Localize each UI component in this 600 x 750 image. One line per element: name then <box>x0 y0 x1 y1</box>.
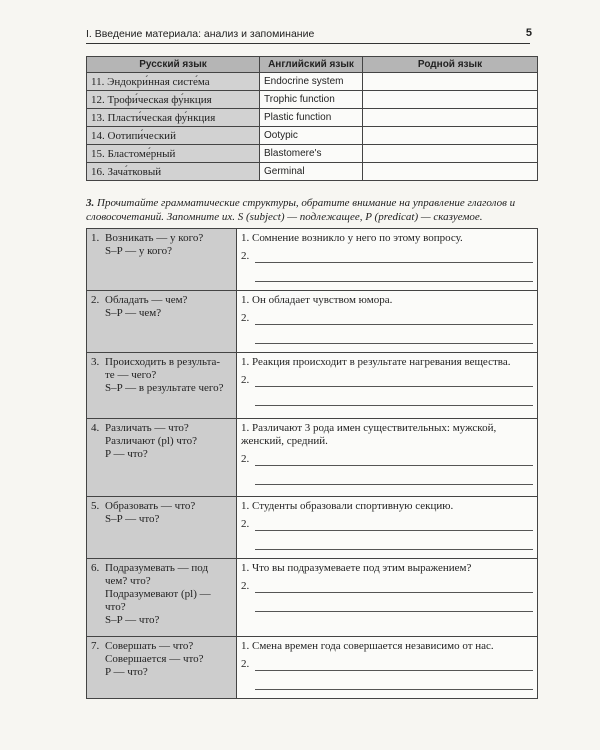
exercise-row <box>87 559 538 637</box>
term-native-blank[interactable] <box>363 91 538 109</box>
example-cell <box>237 637 538 699</box>
structure-line: Совершать — что? <box>105 640 194 652</box>
structure-line: те — чего? <box>105 369 157 381</box>
term-native-blank[interactable] <box>363 109 538 127</box>
exercise-row <box>87 229 538 291</box>
exercise-instruction-text: Прочитайте грамматические структуры, обратите внимание на управление глаголов и словосочетаний. Запомните их. S (subject) — подлежащее, P (predicat) — сказуемое. <box>86 197 516 223</box>
running-header-title: I. Введение материала: анализ и запоминание <box>86 28 315 40</box>
column-header-native: Родной язык <box>363 57 538 73</box>
structure-line: Совершается — что? <box>105 653 204 665</box>
term-english: Endocrine system <box>260 73 363 91</box>
term-russian: 11. Эндокри́нная систе́ма <box>87 73 260 91</box>
structure-number: 6. <box>91 562 100 574</box>
structure-number: 5. <box>91 500 100 512</box>
structure-line: Образовать — что? <box>105 500 196 512</box>
write-in-line[interactable] <box>255 377 533 387</box>
exercise-instruction <box>86 196 538 224</box>
structure-line: Обладать — чем? <box>105 294 188 306</box>
term-native-blank[interactable] <box>363 145 538 163</box>
vocabulary-row <box>87 91 538 109</box>
vocabulary-row <box>87 109 538 127</box>
example-sentence: 1. Что вы подразумеваете под этим выражением? <box>241 562 472 574</box>
write-in-line[interactable] <box>255 329 533 344</box>
vocabulary-row <box>87 145 538 163</box>
structure-line: S–P — чем? <box>105 307 162 319</box>
structure-line: P — что? <box>105 666 148 678</box>
vocabulary-table <box>86 56 538 181</box>
term-english: Germinal <box>260 163 363 181</box>
write-in-line[interactable] <box>255 391 533 406</box>
grammar-exercise-table <box>86 228 538 699</box>
structure-cell <box>87 291 237 353</box>
term-russian: 13. Пласти́ческая фу́нкция <box>87 109 260 127</box>
structure-number: 1. <box>91 232 100 244</box>
structure-line: Различать — что? <box>105 422 189 434</box>
write-in-line[interactable] <box>255 583 533 593</box>
example-sentence: 1. Смена времен года совершается независимо от нас. <box>241 640 494 652</box>
write-in-line[interactable] <box>255 535 533 550</box>
exercise-row <box>87 637 538 699</box>
structure-line: Подразумевать — под <box>105 562 209 574</box>
write-in-line[interactable] <box>255 597 533 612</box>
column-header-english: Английский язык <box>260 57 363 73</box>
structure-cell <box>87 353 237 419</box>
structure-line: Возникать — у кого? <box>105 232 204 244</box>
write-in-number: 2. <box>241 374 250 386</box>
example-sentence: 1. Реакция происходит в результате нагревания вещества. <box>241 356 511 368</box>
structure-number: 7. <box>91 640 100 652</box>
exercise-row <box>87 291 538 353</box>
structure-number: 3. <box>91 356 100 368</box>
write-in-line[interactable] <box>255 661 533 671</box>
term-english: Ootypic <box>260 127 363 145</box>
structure-line: чем? что? <box>105 575 151 587</box>
example-cell <box>237 229 538 291</box>
structure-cell <box>87 419 237 497</box>
structure-number: 2. <box>91 294 100 306</box>
structure-line: S–P — у кого? <box>105 245 172 257</box>
structure-line: S–P — в результате чего? <box>105 382 224 394</box>
structure-cell <box>87 637 237 699</box>
term-russian: 12. Трофи́ческая фу́нкция <box>87 91 260 109</box>
example-cell <box>237 419 538 497</box>
write-in-line[interactable] <box>255 267 533 282</box>
structure-number: 4. <box>91 422 100 434</box>
write-in-line[interactable] <box>255 456 533 466</box>
term-native-blank[interactable] <box>363 163 538 181</box>
structure-line: P — что? <box>105 448 148 460</box>
term-english: Trophic function <box>260 91 363 109</box>
term-english: Plastic function <box>260 109 363 127</box>
structure-cell <box>87 497 237 559</box>
exercise-row <box>87 497 538 559</box>
write-in-number: 2. <box>241 580 250 592</box>
write-in-line[interactable] <box>255 521 533 531</box>
vocabulary-row <box>87 127 538 145</box>
exercise-row <box>87 419 538 497</box>
running-header <box>86 27 530 44</box>
write-in-number: 2. <box>241 518 250 530</box>
example-sentence: 1. Различают 3 рода имен существительных: мужской, женский, средний. <box>241 422 497 447</box>
write-in-line[interactable] <box>255 253 533 263</box>
example-cell <box>237 291 538 353</box>
vocabulary-header-row <box>87 57 538 73</box>
example-cell <box>237 353 538 419</box>
structure-line: Различают (pl) что? <box>105 435 197 447</box>
term-russian: 16. Зача́тковый <box>87 163 260 181</box>
example-sentence: 1. Сомнение возникло у него по этому вопросу. <box>241 232 463 244</box>
example-cell <box>237 497 538 559</box>
term-native-blank[interactable] <box>363 73 538 91</box>
structure-line: Происходить в результа- <box>105 356 221 368</box>
write-in-line[interactable] <box>255 315 533 325</box>
exercise-number: 3. <box>86 197 95 209</box>
vocabulary-row <box>87 73 538 91</box>
vocabulary-row <box>87 163 538 181</box>
page-number: 5 <box>525 27 532 39</box>
write-in-line[interactable] <box>255 675 533 690</box>
column-header-russian: Русский язык <box>87 57 260 73</box>
structure-line: S–P — что? <box>105 614 160 626</box>
term-native-blank[interactable] <box>363 127 538 145</box>
write-in-line[interactable] <box>255 470 533 485</box>
example-sentence: 1. Студенты образовали спортивную секцию. <box>241 500 454 512</box>
write-in-number: 2. <box>241 250 250 262</box>
example-cell <box>237 559 538 637</box>
example-sentence: 1. Он обладает чувством юмора. <box>241 294 393 306</box>
exercise-row <box>87 353 538 419</box>
structure-line: что? <box>105 601 126 613</box>
structure-cell <box>87 229 237 291</box>
write-in-number: 2. <box>241 312 250 324</box>
write-in-number: 2. <box>241 453 250 465</box>
structure-line: Подразумевают (pl) — <box>105 588 211 600</box>
structure-line: S–P — что? <box>105 513 160 525</box>
term-russian: 14. Оотипи́ческий <box>87 127 260 145</box>
structure-cell <box>87 559 237 637</box>
write-in-number: 2. <box>241 658 250 670</box>
term-russian: 15. Бластоме́рный <box>87 145 260 163</box>
term-english: Blastomere's <box>260 145 363 163</box>
